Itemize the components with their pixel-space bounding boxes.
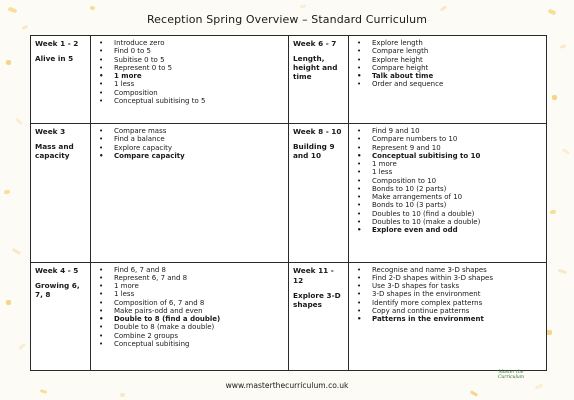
list-item: • 1 more	[353, 160, 543, 168]
objectives-list	[353, 266, 543, 324]
list-item: • Find 6, 7 and 8	[95, 266, 285, 274]
list-item: • Talk about time	[353, 72, 543, 80]
logo-text-line1: Master the	[498, 370, 524, 375]
confetti-piece	[12, 248, 21, 255]
objectives-list	[95, 266, 285, 349]
objectives-list	[353, 127, 543, 234]
confetti-piece	[6, 60, 12, 66]
list-item: • 1 less	[95, 290, 285, 298]
list-item: • 1 less	[95, 80, 285, 88]
list-item: • Doubles to 10 (make a double)	[353, 218, 543, 226]
confetti-piece	[6, 300, 11, 305]
list-item: • Combine 2 groups	[95, 332, 285, 340]
week-range: Week 4 - 5	[35, 265, 79, 275]
list-item: • Explore length	[353, 39, 543, 47]
list-item: • 1 more	[95, 282, 285, 290]
table-row	[31, 124, 547, 263]
list-item: • Compare capacity	[95, 152, 285, 160]
confetti-piece	[8, 7, 18, 14]
unit-title: Building 9 and 10	[293, 142, 335, 161]
list-item: • Compare length	[353, 47, 543, 55]
objectives-cell	[91, 36, 289, 124]
week-range: Week 3	[35, 127, 66, 137]
objectives-list	[95, 39, 285, 105]
objectives-cell	[91, 124, 289, 263]
week-range: Week 8 - 10	[293, 127, 342, 137]
week-label-cell	[289, 36, 349, 124]
list-item: • 3-D shapes in the environment	[353, 290, 543, 298]
list-item: • Conceptual subitising	[95, 340, 285, 348]
list-item: • Represent 0 to 5	[95, 64, 285, 72]
overview-table	[30, 35, 547, 371]
objectives-cell	[349, 124, 547, 263]
list-item: • Use 3-D shapes for tasks	[353, 282, 543, 290]
list-item: • Subitise 0 to 5	[95, 56, 285, 64]
week-label-cell	[31, 124, 91, 263]
confetti-piece	[550, 210, 557, 215]
week-label-cell	[289, 262, 349, 370]
confetti-piece	[470, 390, 478, 397]
list-item: • Double to 8 (make a double)	[95, 323, 285, 331]
list-item: • 1 more	[95, 72, 285, 80]
list-item: • Composition	[95, 89, 285, 97]
week-range: Week 1 - 2	[35, 39, 79, 48]
list-item: • Doubles to 10 (find a double)	[353, 210, 543, 218]
confetti-piece	[300, 4, 307, 8]
list-item: • Bonds to 10 (2 parts)	[353, 185, 543, 193]
unit-title: Growing 6, 7, 8	[35, 280, 80, 299]
list-item: • Identify more complex patterns	[353, 299, 543, 307]
week-range: Week 11 - 12	[293, 265, 334, 285]
list-item: • Patterns in the environment	[353, 315, 543, 323]
objectives-cell	[349, 36, 547, 124]
list-item: • Compare height	[353, 64, 543, 72]
list-item: • Recognise and name 3-D shapes	[353, 266, 543, 274]
confetti-piece	[18, 343, 26, 350]
unit-title: Mass and capacity	[35, 142, 74, 161]
week-label-cell	[289, 124, 349, 263]
list-item: • 1 less	[353, 168, 543, 176]
list-item: • Find 9 and 10	[353, 127, 543, 135]
list-item: • Make pairs-odd and even	[95, 307, 285, 315]
confetti-piece	[15, 118, 23, 126]
objectives-list	[353, 39, 543, 89]
week-label-cell	[31, 262, 91, 370]
confetti-piece	[89, 5, 95, 10]
list-item: • Bonds to 10 (3 parts)	[353, 201, 543, 209]
list-item: • Introduce zero	[95, 39, 285, 47]
list-item: • Double to 8 (find a double)	[95, 315, 285, 323]
table-row	[31, 262, 547, 370]
list-item: • Compare mass	[95, 127, 285, 135]
table-row	[31, 36, 547, 124]
confetti-piece	[560, 44, 567, 49]
list-item: • Copy and continue patterns	[353, 307, 543, 315]
unit-title: Length, height and time	[293, 54, 338, 82]
list-item: • Represent 6, 7 and 8	[95, 274, 285, 282]
list-item: • Explore height	[353, 56, 543, 64]
list-item: • Composition of 6, 7 and 8	[95, 299, 285, 307]
list-item: • Conceptual subitising to 5	[95, 97, 285, 105]
list-item: • Composition to 10	[353, 177, 543, 185]
confetti-piece	[120, 393, 125, 397]
week-range: Week 6 - 7	[293, 39, 337, 48]
footer-website-url: www.masterthecurriculum.co.uk	[225, 381, 349, 390]
page-title: Reception Spring Overview – Standard Curriculum	[146, 13, 428, 26]
list-item: • Conceptual subitising to 10	[353, 152, 543, 160]
list-item: • Find 0 to 5	[95, 47, 285, 55]
confetti-piece	[440, 5, 447, 11]
list-item: • Represent 9 and 10	[353, 144, 543, 152]
list-item: • Find 2-D shapes within 3-D shapes	[353, 274, 543, 282]
unit-title: Explore 3-D shapes	[293, 290, 341, 309]
list-item: • Compare numbers to 10	[353, 135, 543, 143]
unit-title: Alive in 5	[35, 54, 74, 63]
list-item: • Explore capacity	[95, 144, 285, 152]
list-item: • Make arrangements of 10	[353, 193, 543, 201]
confetti-piece	[552, 95, 557, 100]
list-item: • Explore even and odd	[353, 226, 543, 234]
logo-text-line2: Curriculum	[497, 375, 525, 380]
confetti-piece	[558, 269, 567, 275]
week-label-cell	[31, 36, 91, 124]
confetti-piece	[4, 189, 11, 194]
list-item: • Find a balance	[95, 135, 285, 143]
objectives-list	[95, 127, 285, 160]
objectives-cell	[349, 262, 547, 370]
objectives-cell	[91, 262, 289, 370]
confetti-piece	[562, 148, 570, 155]
list-item: • Order and sequence	[353, 80, 543, 88]
